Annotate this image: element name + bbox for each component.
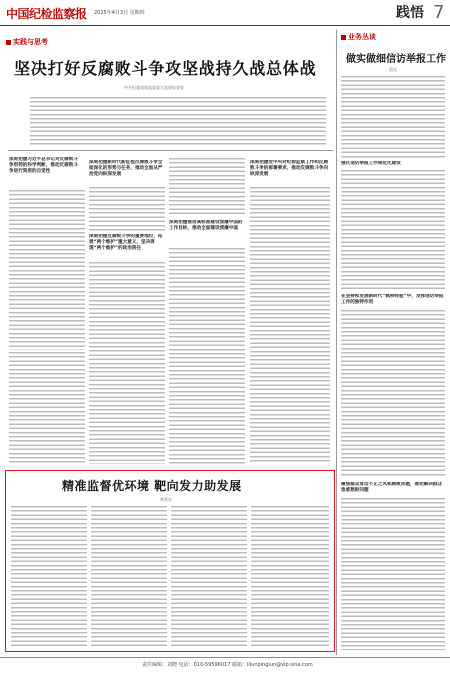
subhead-1: 深刻把握习近平总书记对反腐败斗争形势的科学判断，推动反腐败斗争进行到底的自觉性 bbox=[9, 157, 78, 174]
vertical-divider bbox=[336, 30, 337, 655]
square-bullet-icon bbox=[6, 40, 11, 45]
right-subhead-3: 聚焦群众身边不正之风和腐败问题，推动解决群众急难愁盼问题 bbox=[341, 482, 443, 493]
right-headline: 做实做细信访举报工作 bbox=[346, 54, 446, 65]
dateline: 2025年4月3日 星期四 bbox=[94, 10, 145, 16]
bottom-body-col4 bbox=[251, 506, 329, 648]
bottom-byline: 黄兆东 bbox=[160, 497, 172, 502]
bottom-body-col1 bbox=[11, 506, 87, 648]
square-bullet-icon bbox=[341, 35, 346, 40]
right-body-d bbox=[341, 498, 445, 650]
body-col4 bbox=[250, 187, 330, 464]
bottom-body-col2 bbox=[91, 506, 167, 648]
body-col1-b bbox=[9, 352, 85, 464]
editor-contact: 责任编辑：刘晓 电话：010-59596017 邮箱：lilunpinglun@vip.sina.com bbox=[142, 662, 313, 668]
page-number: 7 bbox=[433, 2, 445, 23]
right-body-c bbox=[341, 310, 445, 478]
top-headline: 坚决打好反腐败斗争攻坚战持久战总体战 bbox=[14, 59, 317, 78]
subhead-4: 深刻把握推进高标准建设清廉中国的工作目标，推动全面建设清廉中国 bbox=[169, 220, 243, 231]
bottom-headline: 精准监督优环境 靶向发力助发展 bbox=[62, 479, 242, 493]
column-tag-label: 实践与思考 bbox=[13, 38, 48, 46]
section-title: 践悟 bbox=[396, 5, 424, 21]
subhead-5: 深刻把握党中央对纪检监察工作和反腐败斗争的部署要求，推动反腐败斗争向纵深发展 bbox=[250, 160, 329, 177]
intro-paragraph bbox=[30, 97, 326, 145]
right-byline: 晨光 bbox=[389, 67, 397, 72]
bottom-body-col3 bbox=[171, 506, 247, 648]
page-footer bbox=[0, 657, 450, 673]
right-body-b bbox=[341, 170, 445, 290]
body-col1-a bbox=[9, 190, 85, 350]
newspaper-brand: 中国纪检监察报 bbox=[6, 7, 87, 21]
right-subhead-1: 强化信访举报工作规范化建设 bbox=[341, 161, 401, 166]
body-col2-a bbox=[89, 187, 165, 231]
body-col2-b bbox=[89, 262, 165, 464]
body-col3-a bbox=[169, 158, 245, 216]
body-col3-b bbox=[169, 248, 245, 464]
subhead-2: 深刻把握新时代新征程反腐败斗争全面深化的形势与任务，推动全面从严治党向纵深发展 bbox=[89, 160, 163, 177]
right-body-a bbox=[341, 76, 445, 158]
top-byline: 中共纪委国家监委第九监督检查室 bbox=[124, 85, 184, 90]
divider bbox=[8, 150, 333, 151]
subhead-3: 深刻把握反腐败斗争的重要地位，拓展“两个维护”重大意义，坚决再现“两个维护”的政治责任 bbox=[89, 234, 163, 251]
right-column-tag-label: 业务丛谈 bbox=[348, 33, 376, 41]
masthead bbox=[0, 0, 450, 26]
column-tag bbox=[6, 37, 48, 47]
right-subhead-2: 在坚持和发展新时代“枫桥经验”中，发挥信访举报工作的独特作用 bbox=[341, 294, 444, 305]
right-column-tag bbox=[341, 32, 376, 42]
